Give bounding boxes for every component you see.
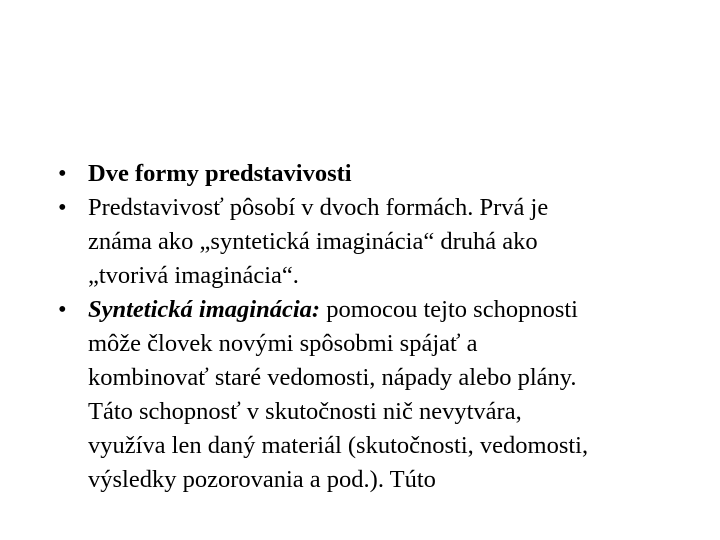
bullet-marker: •	[58, 296, 67, 323]
bullet-term: Syntetická imaginácia:	[88, 296, 321, 323]
bullet-item-formy	[58, 157, 698, 191]
bullet-text-line: „tvorivá imaginácia“.	[88, 262, 299, 289]
bullet-list	[58, 157, 698, 497]
bullet-marker: •	[58, 194, 67, 221]
bullet-text-line: výsledky pozorovania a pod.). Túto	[88, 466, 436, 493]
bullet-text-line: využíva len daný materiál (skutočnosti, vedomosti,	[88, 432, 589, 459]
bullet-text-line: Táto schopnosť v skutočnosti nič nevytvára,	[88, 398, 522, 425]
bullet-text-line: kombinovať staré vedomosti, nápady alebo plány.	[88, 364, 577, 391]
bullet-text-line: známa ako „syntetická imaginácia“ druhá ako	[88, 228, 538, 255]
bullet-text-line: Predstavivosť pôsobí v dvoch formách. Prvá je	[88, 194, 549, 221]
bullet-first-line	[88, 293, 698, 327]
bullet-heading: Dve formy predstavivosti	[88, 160, 352, 187]
bullet-term-rest: pomocou tejto schopnosti	[320, 296, 578, 323]
bullet-item-predstavivost	[58, 191, 698, 293]
bullet-marker: •	[58, 160, 67, 187]
bullet-item-synteticka	[58, 293, 698, 497]
bullet-text-line: môže človek novými spôsobmi spájať a	[88, 330, 478, 357]
